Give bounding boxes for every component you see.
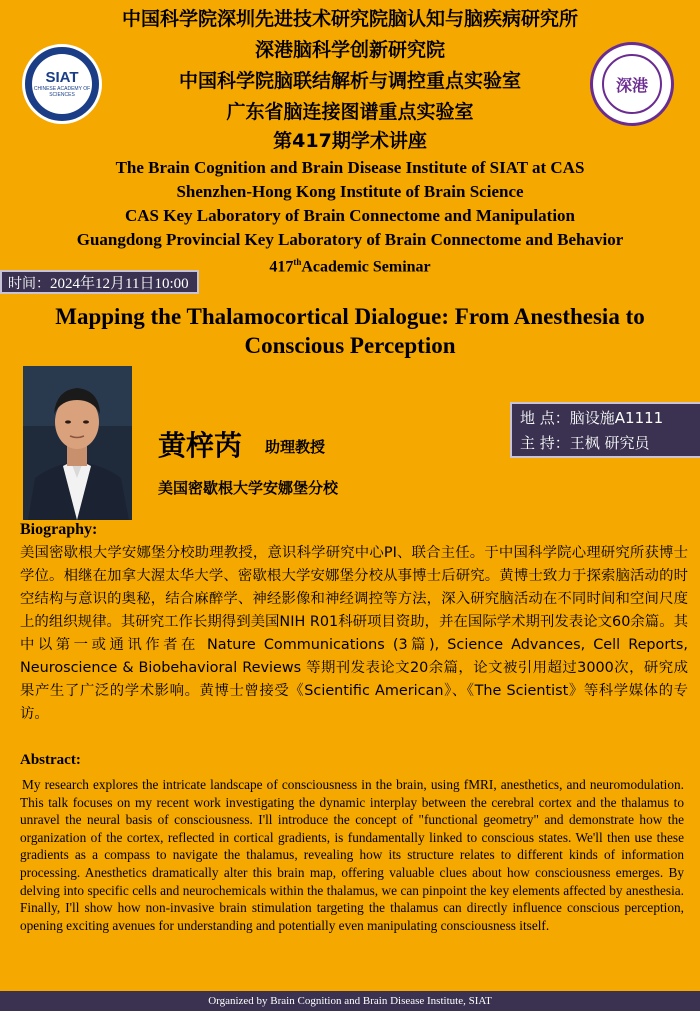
siat-logo-subtext: CHINESE ACADEMY OF SCIENCES <box>33 86 91 98</box>
talk-title: Mapping the Thalamocortical Dialogue: From Anesthesia to Conscious Perception <box>55 304 645 358</box>
abstract-text: My research explores the intricate landscape of consciousness in the brain, using fMRI, anesthetics, and neuromodulation. This talk focuses on my recent work investigating the dynamic interplay between the cerebral cortex and the thalamus to unravel the neural basis of consciousness. I'll introduce the concept of "functional geometry" and demonstrate how the organization of the cortex, reflected in cortical gradients, is fundamentally linked to conscious states. We'll then use these gradients as a compass to navigate the thalamus, revealing how its structure relates to different kinds of information processing. Anesthetics dramatically alter this brain map, offering valuable clues about how consciousness emerges. By delving into specific cells and neurochemicals within the thalamus, we can pinpoint the key elements affected by anesthesia. Finally, I'll show how non-invasive brain stimulation targeting the thalamus can directly influence conscious perception, opening exciting avenues for understanding and potentially even manipulating consciousness itself. <box>20 777 684 933</box>
biography-heading: Biography: <box>20 521 98 538</box>
header-en-line-4: Guangdong Provincial Key Laboratory of Brain Connectome and Behavior <box>76 230 624 249</box>
header-en-line-2: Shenzhen-Hong Kong Institute of Brain Science <box>176 182 524 201</box>
speaker-portrait-image <box>23 366 132 520</box>
speaker-photo <box>23 366 132 520</box>
time-banner <box>0 270 199 294</box>
speaker-rank: 助理教授 <box>265 438 326 456</box>
header-cn-line-2: 深港脑科学创新研究院 <box>254 39 445 61</box>
time-value: 2024年12月11日10:00 <box>50 276 189 292</box>
venue-banner <box>510 402 700 458</box>
venue-place: 地 点：脑设施A1111 <box>520 409 664 427</box>
abstract-heading: Abstract: <box>20 752 81 768</box>
brain-institute-logo <box>590 42 674 126</box>
siat-logo-text: SIAT <box>45 69 79 86</box>
header-cn-line-3: 中国科学院脑联结解析与调控重点实验室 <box>178 70 521 92</box>
brain-institute-logo-text: 深港 <box>602 54 662 114</box>
header-en-line-1: The Brain Cognition and Brain Disease Institute of SIAT at CAS <box>115 158 585 177</box>
header-en-line-3: CAS Key Laboratory of Brain Connectome and Manipulation <box>124 206 576 225</box>
seminar-number: 417thAcademic Seminar <box>269 257 431 276</box>
header-cn-line-1: 中国科学院深圳先进技术研究院脑认知与脑疾病研究所 <box>121 8 578 30</box>
speaker-affiliation: 美国密歇根大学安娜堡分校 <box>158 479 339 497</box>
venue-host: 主 持：王枫 研究员 <box>520 434 650 452</box>
header-cn-line-5: 第417期学术讲座 <box>273 130 427 152</box>
speaker-name: 黄梓芮 <box>158 429 243 462</box>
header-cn-line-4: 广东省脑连接图谱重点实验室 <box>226 101 474 123</box>
biography-text: 美国密歇根大学安娜堡分校助理教授，意识科学研究中心PI、联合主任。于中国科学院心理研究所获博士学位。相继在加拿大渥太华大学、密歇根大学安娜堡分校从事博士后研究。黄博士致力于探索脑活动的时空结构与意识的奥秘，结合麻醉学、神经影像和神经调控等方法，深入研究脑活动在不同时间和空间尺度上的组织规律。其研究工作长期得到美国NIH R01科研项目资助，并在国际学术期刊发表论文60余篇。其中以第一或通讯作者在 Nature Communications (3篇), Science Advances, Cell Reports, Neuroscience & Biobehavioral Reviews 等期刊发表论文20余篇，论文被引用超过3000次，研究成果产生了广泛的学术影响。黄博士曾接受《Scientific American》、《The Scientist》等科学媒体的专访。 <box>20 545 688 722</box>
footer-banner: Organized by Brain Cognition and Brain Disease Institute, SIAT <box>0 991 700 1011</box>
siat-logo <box>22 44 102 124</box>
time-label: 时间： <box>8 276 50 292</box>
